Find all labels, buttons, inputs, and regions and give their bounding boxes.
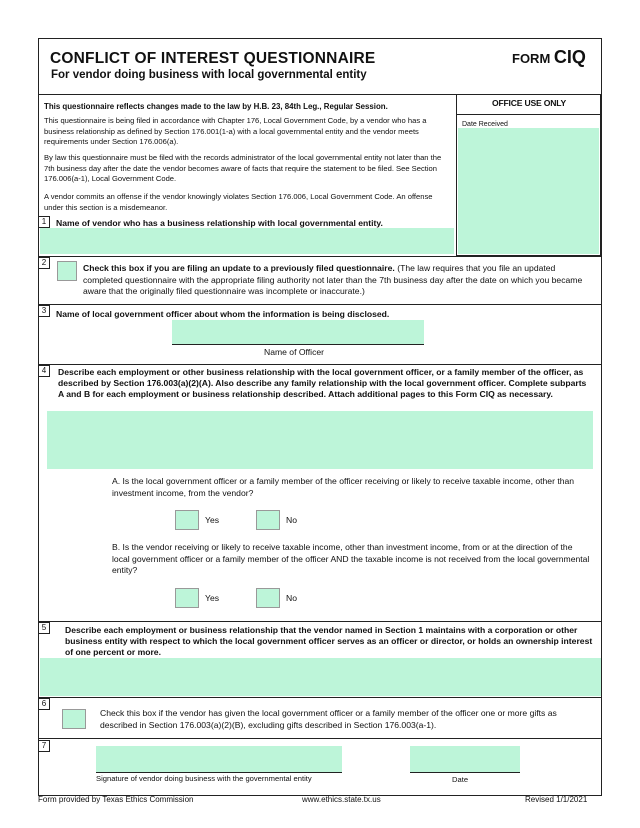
question-a-yes-checkbox[interactable] [175,510,199,530]
divider [38,697,602,698]
section-4-number: 4 [38,365,50,377]
vendor-name-field[interactable] [40,228,454,254]
form-title: CONFLICT OF INTEREST QUESTIONNAIRE [50,50,376,67]
question-a-yes-label: Yes [205,515,220,525]
divider [38,256,602,257]
section-5-number: 5 [38,622,50,634]
form-code: CIQ [553,47,586,67]
date-received-label: Date Received [462,121,508,128]
question-a-no-checkbox[interactable] [256,510,280,530]
section-5-label: Describe each employment or business relationship that the vendor named in Section 1 maintains with a corporation or other business entity with respect to which the local government officer serves as an officer or director, or holds an ownership interest of one percent or more. [65,625,593,657]
date-caption: Date [452,775,469,784]
question-a: A. Is the local government officer or a family member of the officer receiving or likely to receive taxable income, other than investment income, from the vendor? [112,476,575,498]
section-3-label: Name of local government officer about whom the information is being disclosed. [56,309,390,319]
signature-underline [96,772,342,773]
relationship-description-field[interactable] [47,411,593,469]
signature-caption: Signature of vendor doing business with the governmental entity [96,774,312,783]
signature-field[interactable] [96,746,342,772]
question-b-no-checkbox[interactable] [256,588,280,608]
section-2-text [83,263,583,298]
form-prefix: FORM [512,51,551,66]
divider [38,364,602,365]
divider [38,94,456,95]
section-2-rest: (The law requires that you file an updated completed questionnaire with the appropriate filing authority not later than the 7th business day after the date on which you became aware that the originally filed questionnaire was incomplete or inaccurate.) [83,263,583,296]
office-use-heading: OFFICE USE ONLY [491,98,567,108]
divider [38,621,602,622]
date-underline [410,772,520,773]
officer-name-caption: Name of Officer [264,347,325,357]
question-b-no-label: No [286,593,297,603]
intro-para-2: By law this questionnaire must be filed with the records administrator of the local governmental entity not later than the 7th business day after the date the vendor becomes aware of facts that require the statement to be filed. See Section 176.006(a-1), Local Government Code. [44,153,442,183]
footer-left: Form provided by Texas Ethics Commission [38,795,194,804]
question-a-no-label: No [286,515,297,525]
gifts-checkbox[interactable] [62,709,86,729]
intro-bold-line: This questionnaire reflects changes made to the law by H.B. 23, 84th Leg., Regular Session. [44,102,388,111]
business-entity-description-field[interactable] [40,658,601,696]
section-6-label: Check this box if the vendor has given the local government officer or a family member of the officer one or more gifts as described in Section 176.003(a)(2)(B), excluding gifts described in Section 176.003(a-1). [100,708,557,730]
section-3-number: 3 [38,305,50,317]
question-b-yes-checkbox[interactable] [175,588,199,608]
section-4-label: Describe each employment or other business relationship with the local government officer, or a family member of the officer, as described by Section 176.003(a)(2)(A). Also describe any family relationship with the local government officer. Complete subparts A and B for each employment or business relationship described. Attach additional pages to this Form CIQ as necessary. [58,367,587,399]
question-b: B. Is the vendor receiving or likely to receive taxable income, other than investment income, from or at the direction of the local government officer or a family member of the officer AND the taxable income is not received from the local governmental entity? [112,542,590,575]
intro-para-1: This questionnaire is being filed in accordance with Chapter 176, Local Government Code, by a vendor who has a business relationship as defined by Section 176.001(1-a) with a local governmental entity and the vendor meets requirements under Section 176.006(a). [44,116,427,146]
section-6-number: 6 [38,698,50,710]
section-1-label: Name of vendor who has a business relationship with local governmental entity. [56,218,383,228]
divider [456,114,601,115]
date-received-field[interactable] [458,128,599,254]
footer-revised: Revised 1/1/2021 [525,795,588,804]
section-7-number: 7 [38,740,50,752]
divider [38,738,602,739]
form-subtitle: For vendor doing business with local governmental entity [51,69,367,81]
intro-para-3: A vendor commits an offense if the vendor knowingly violates Section 176.006, Local Government Code. An offense under this section is a misdemeanor. [44,192,433,212]
date-field[interactable] [410,746,520,772]
footer-website[interactable]: www.ethics.state.tx.us [302,795,381,804]
form-code-label [512,47,586,68]
section-2-number: 2 [38,257,50,269]
update-checkbox[interactable] [57,261,77,281]
officer-name-field[interactable] [172,320,424,344]
section-2-bold: Check this box if you are filing an update to a previously filed questionnaire. [83,263,395,273]
question-b-yes-label: Yes [205,593,220,603]
officer-name-underline [172,344,424,345]
divider [38,304,602,305]
section-1-number: 1 [38,216,50,228]
